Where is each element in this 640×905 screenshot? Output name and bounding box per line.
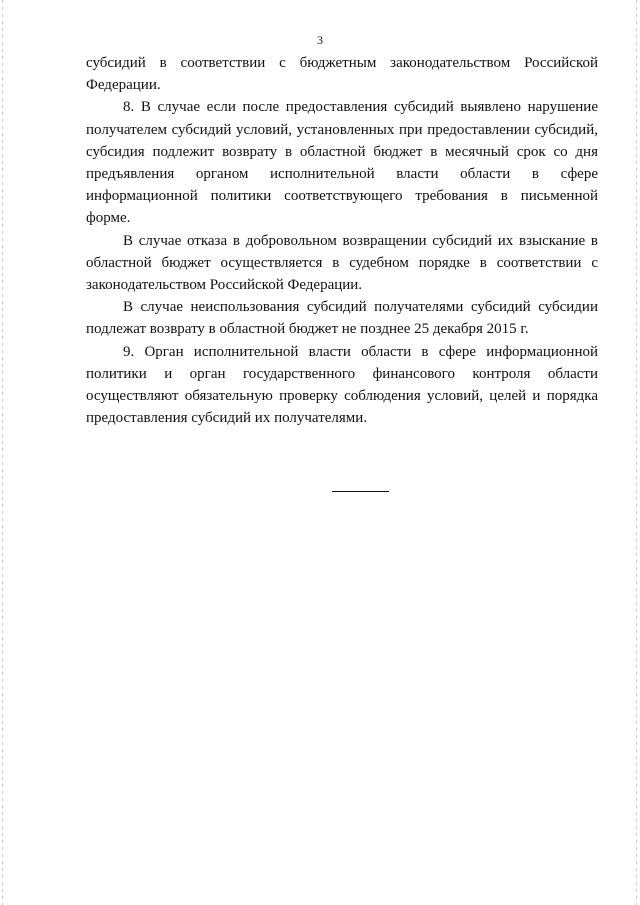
page-edge-right: [636, 0, 637, 905]
document-body: [86, 52, 598, 429]
page-number: 3: [317, 33, 323, 47]
paragraph-refusal: В случае отказа в добровольном возвращении субсидий их взыскание в областной бюджет осуществляется в судебном порядке в соответствии с законодательством Российской Федерации.: [86, 232, 598, 294]
end-separator-line: [332, 491, 389, 492]
paragraph-continuation: субсидий в соответствии с бюджетным законодательством Российской Федерации.: [86, 55, 598, 94]
paragraph-unused-subsidies: В случае неиспользования субсидий получателями субсидий субсидии подлежат возврату в областной бюджет не позднее 25 декабря 2015 г.: [86, 299, 598, 338]
paragraph-item-8: 8. В случае если после предоставления субсидий выявлено нарушение получателем субсидий условий, установленных при предоставлении субсидий, субсидия подлежит возврату в областной бюджет в месячный срок со дня предъявления органом исполнительной власти области в сфере информационной политики соответствующего требования в письменной форме.: [86, 99, 598, 227]
page-edge-left: [2, 0, 3, 905]
paragraph-item-9: 9. Орган исполнительной власти области в сфере информационной политики и орган государственного финансового контроля области осуществляют обязательную проверку соблюдения условий, целей и порядка предоставления субсидий их получателями.: [86, 343, 598, 427]
